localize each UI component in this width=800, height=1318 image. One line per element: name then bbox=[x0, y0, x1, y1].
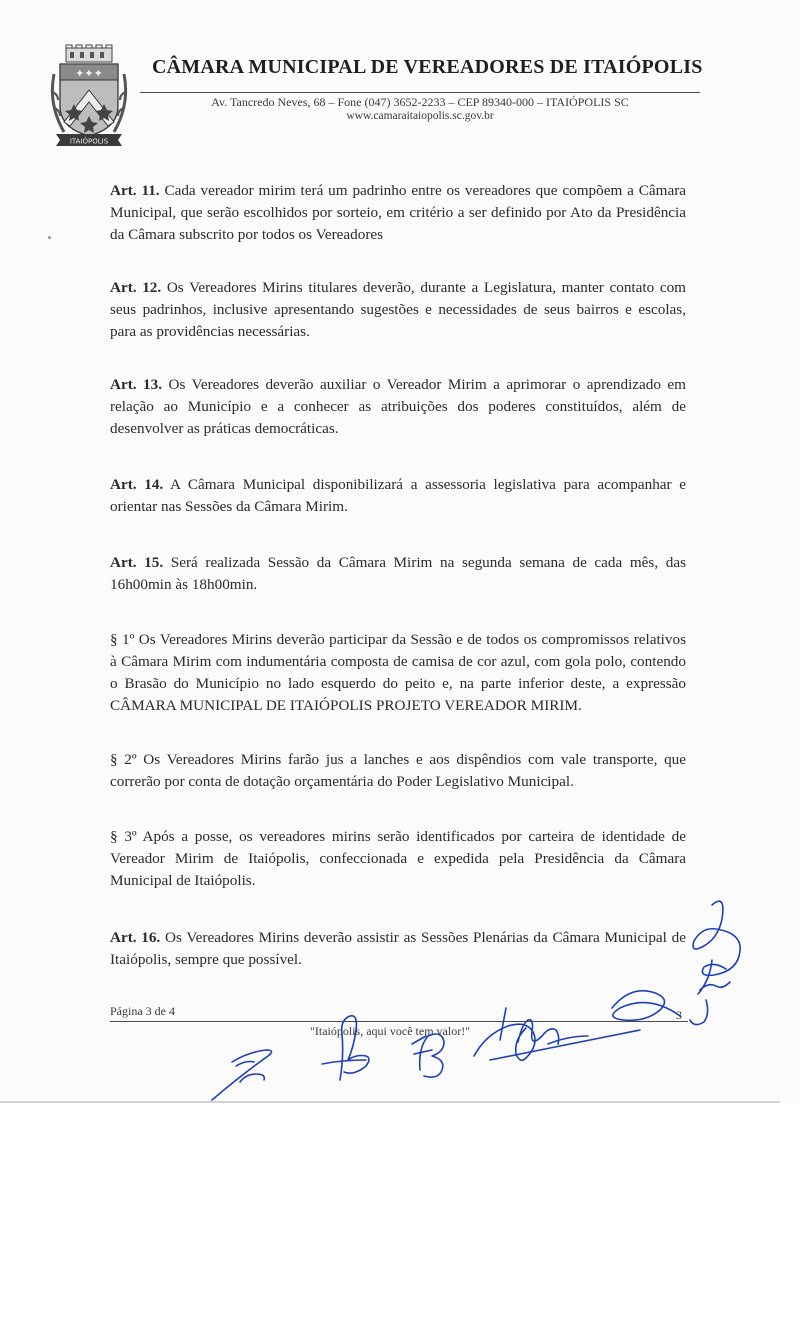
page-bottom-edge bbox=[0, 1101, 780, 1103]
article-14 bbox=[110, 474, 686, 518]
svg-text:✦✦✦: ✦✦✦ bbox=[75, 67, 103, 80]
article-label: Art. 13. bbox=[110, 376, 163, 393]
article-label: Art. 16. bbox=[110, 929, 161, 946]
paragraph-text: § 3º Após a posse, os vereadores mirins serão identificados por carteira de identidade de Vereador Mirim de Itaiópolis, confeccionada e expedida pela Presidência da Câmara Municipal de Itaiópolis. bbox=[110, 828, 686, 889]
article-label: Art. 14. bbox=[110, 476, 164, 493]
page-title: CÂMARA MUNICIPAL DE VEREADORES DE ITAIÓPOLIS bbox=[152, 56, 703, 78]
article-label: Art. 15. bbox=[110, 554, 164, 571]
municipal-crest-icon bbox=[48, 44, 130, 148]
article-text: Os Vereadores Mirins deverão assistir as Sessões Plenárias da Câmara Municipal de Itaiópolis, sempre que possível. bbox=[110, 929, 686, 968]
paragraph-1 bbox=[110, 629, 686, 717]
article-text: Os Vereadores Mirins titulares deverão, durante a Legislatura, manter contato com seus padrinhos, inclusive apresentando sugestões e necessidades de seus bairros e escolas, para as providências necessárias. bbox=[110, 279, 686, 340]
paragraph-2 bbox=[110, 749, 686, 793]
paragraph-text: § 2º Os Vereadores Mirins farão jus a lanches e aos dispêndios com vale transporte, que correrão por conta de dotação orçamentária do Poder Legislativo Municipal. bbox=[110, 751, 686, 790]
article-15 bbox=[110, 552, 686, 596]
svg-text:ITAIÓPOLIS: ITAIÓPOLIS bbox=[69, 137, 109, 146]
header-website: www.camaraitaiopolis.sc.gov.br bbox=[346, 110, 494, 122]
paragraph-3 bbox=[110, 826, 686, 892]
article-12 bbox=[110, 277, 686, 343]
header-address: Av. Tancredo Neves, 68 – Fone (047) 3652-2233 – CEP 89340-000 – ITAIÓPOLIS SC bbox=[211, 95, 629, 109]
article-11 bbox=[110, 180, 686, 246]
article-text: Os Vereadores deverão auxiliar o Vereador Mirim a aprimorar o aprendizado em relação ao Município e a conhecer as atribuições dos poderes constituídos, além de desenvolver as práticas democráticas. bbox=[110, 376, 686, 437]
footer-page-number: 3 bbox=[676, 1008, 682, 1022]
header-divider bbox=[140, 92, 700, 93]
article-text: A Câmara Municipal disponibilizará a assessoria legislativa para acompanhar e orientar nas Sessões da Câmara Mirim. bbox=[110, 476, 686, 515]
article-text: Será realizada Sessão da Câmara Mirim na segunda semana de cada mês, das 16h00min às 18h00min. bbox=[110, 554, 686, 593]
article-13 bbox=[110, 374, 686, 440]
footer-motto: "Itaiópolis, aqui você tem valor!" bbox=[310, 1024, 471, 1038]
page-indicator: Página 3 de 4 bbox=[110, 1004, 175, 1018]
article-16 bbox=[110, 927, 686, 971]
footer-divider bbox=[110, 1021, 688, 1022]
paragraph-text: § 1º Os Vereadores Mirins deverão participar da Sessão e de todos os compromissos relativos à Câmara Mirim com indumentária composta de camisa de cor azul, com gola polo, contendo o Brasão do Município no lado esquerdo do peito e, na parte inferior deste, a expressão CÂMARA MUNICIPAL DE ITAIÓPOLIS PROJETO VEREADOR MIRIM. bbox=[110, 631, 686, 714]
article-label: Art. 12. bbox=[110, 279, 162, 296]
article-label: Art. 11. bbox=[110, 182, 160, 199]
article-text: Cada vereador mirim terá um padrinho entre os vereadores que compõem a Câmara Municipal, que serão escolhidos por sorteio, em critério a ser definido por Ato da Presidência da Câmara subscrito por todos os Vereadores bbox=[110, 182, 686, 243]
scan-speck bbox=[48, 236, 51, 239]
